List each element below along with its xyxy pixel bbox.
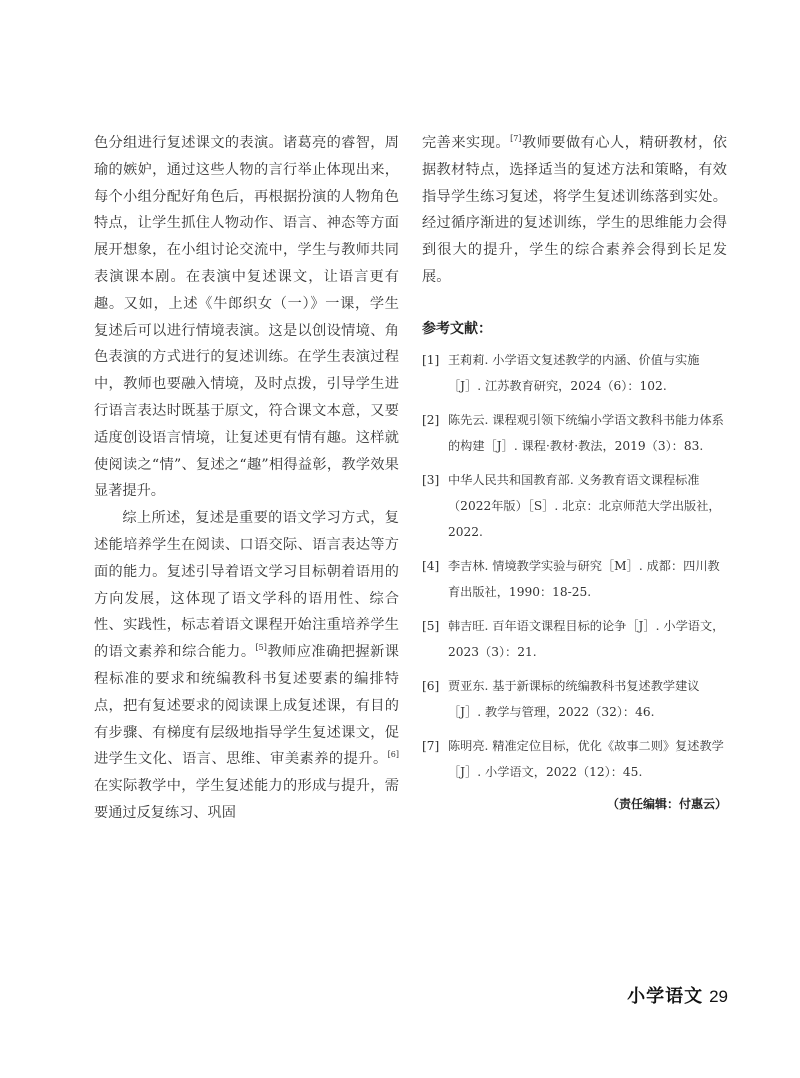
body-paragraph-2 (94, 505, 399, 827)
body-paragraph-3 (422, 130, 727, 291)
text-segment: 教师应准确把握新课程标准的要求和统编教科书复述要素的编排特点，把有复述要求的阅读课上成复述课，有目的有步骤、有梯度有层级地指导学生复述课文，促进学生文化、语言、思维、审美素养的提升。 (94, 644, 399, 768)
reference-text: 李吉林. 情境教学实验与研究［M］. 成都：四川教育出版社，1990：18-25. (448, 558, 720, 599)
reference-number: [6] (422, 678, 440, 693)
reference-number: [7] (422, 738, 440, 753)
reference-text: 贾亚东. 基于新课标的统编教科书复述教学建议［J］. 教学与管理，2022（32）：46. (448, 678, 700, 719)
reference-text: 中华人民共和国教育部. 义务教育语文课程标准（2022年版）［S］. 北京：北京师范大学出版社，2022. (448, 472, 721, 539)
body-paragraph-1: 色分组进行复述课文的表演。诸葛亮的睿智，周瑜的嫉妒，通过这些人物的言行举止体现出来，每个小组分配好角色后，再根据扮演的人物角色特点，让学生抓住人物动作、语言、神态等方面展开想象，在小组讨论交流中，学生与教师共同表演课本剧。在表演中复述课文，让语言更有趣。又如，上述《牛郎织女（一）》一课，学生复述后可以进行情境表演。这是以创设情境、角色表演的方式进行的复述训练。在学生表演过程中，教师也要融入情境，及时点拨，引导学生进行语言表达时既基于原文，符合课文本意，又要适度创设语言情境，让复述更有情有趣。这样就使阅读之“情”、复述之“趣”相得益彰，教学效果显著提升。 (94, 135, 399, 500)
reference-list (422, 347, 727, 785)
reference-item (422, 673, 727, 725)
reference-number: [5] (422, 618, 440, 633)
left-column (94, 130, 399, 827)
journal-logo: 小学语文 (627, 986, 704, 1007)
text-segment: 综上所述，复述是重要的语文学习方式，复述能培养学生在阅读、口语交际、语言表达等方面的能力。复述引导着语文学习目标朝着语用的方向发展，这体现了语文学科的语用性、综合性、实践性，标志着语文课程开始注重培养学生的语文素养和综合能力。 (94, 510, 399, 661)
reference-item (422, 553, 727, 605)
reference-number: [1] (422, 352, 440, 367)
reference-item (422, 467, 727, 545)
page-number: 29 (709, 987, 728, 1006)
reference-number: [4] (422, 558, 440, 573)
reference-item (422, 347, 727, 399)
citation-5[interactable]: [5] (255, 643, 267, 653)
reference-text: 王莉莉. 小学语文复述教学的内涵、价值与实施［J］. 江苏教育研究，2024（6）：102. (448, 352, 700, 393)
reference-number: [2] (422, 412, 440, 427)
reference-item (422, 733, 727, 785)
text-segment: 在实际教学中，学生复述能力的形成与提升，需要通过反复练习、巩固 (94, 778, 399, 821)
reference-text: 韩吉旺. 百年语文课程目标的论争［J］. 小学语文，2023（3）：21. (448, 618, 725, 659)
page-footer (627, 982, 728, 1008)
reference-text: 陈先云. 课程观引领下统编小学语文教科书能力体系的构建［J］. 课程·教材·教法，2019（3）：83. (448, 412, 724, 453)
reference-text: 陈明亮. 精准定位目标，优化《故事二则》复述教学［J］. 小学语文，2022（12）：45. (448, 738, 724, 779)
reference-item (422, 613, 727, 665)
text-segment: 完善来实现。 (422, 135, 511, 151)
editor-credit: （责任编辑：付惠云） (606, 796, 727, 811)
reference-number: [3] (422, 472, 440, 487)
references-title: 参考文献： (422, 320, 492, 337)
reference-item (422, 407, 727, 459)
right-column (422, 130, 727, 812)
text-segment: 教师要做有心人，精研教材，依据教材特点，选择适当的复述方法和策略，有效指导学生练习复述，将学生复述训练落到实处。经过循序渐进的复述训练，学生的思维能力会得到很大的提升，学生的综合素养会得到长足发展。 (422, 135, 727, 285)
citation-7[interactable]: [7] (510, 134, 522, 143)
citation-6[interactable]: [6] (387, 750, 399, 760)
